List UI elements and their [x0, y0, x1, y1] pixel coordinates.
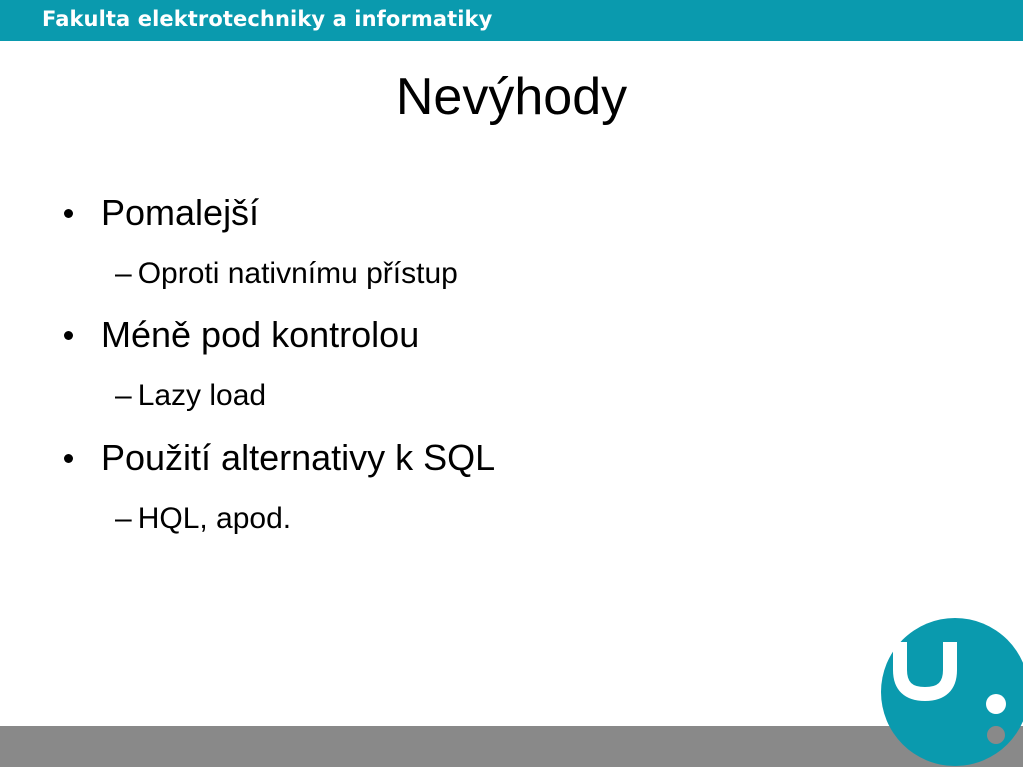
sub-item-1 — [115, 255, 458, 293]
bullet-dot — [64, 331, 73, 340]
dash-marker: – — [115, 379, 132, 412]
faculty-name: Fakulta elektrotechniky a informatiky — [42, 7, 493, 31]
sub-item-2 — [115, 377, 266, 415]
university-u-logo-icon — [880, 612, 1023, 767]
bullet-item-1: Pomalejší — [101, 192, 260, 233]
sub-item-3-label: HQL, apod. — [137, 502, 292, 535]
bullet-item-2: Méně pod kontrolou — [101, 314, 420, 355]
header-bar — [0, 0, 1023, 41]
logo-dot-white — [986, 694, 1006, 714]
slide-title: Nevýhody — [395, 68, 628, 126]
bullet-dot — [64, 454, 73, 463]
dash-marker: – — [115, 502, 132, 535]
logo-dot-grey — [987, 726, 1005, 744]
footer-bar — [0, 726, 1023, 767]
sub-item-1-label: Oproti nativnímu přístup — [137, 257, 458, 290]
sub-item-3 — [115, 500, 291, 538]
sub-item-2-label: Lazy load — [137, 379, 267, 412]
bullet-dot — [64, 209, 73, 218]
bullet-item-3: Použití alternativy k SQL — [101, 437, 496, 478]
dash-marker: – — [115, 257, 132, 290]
